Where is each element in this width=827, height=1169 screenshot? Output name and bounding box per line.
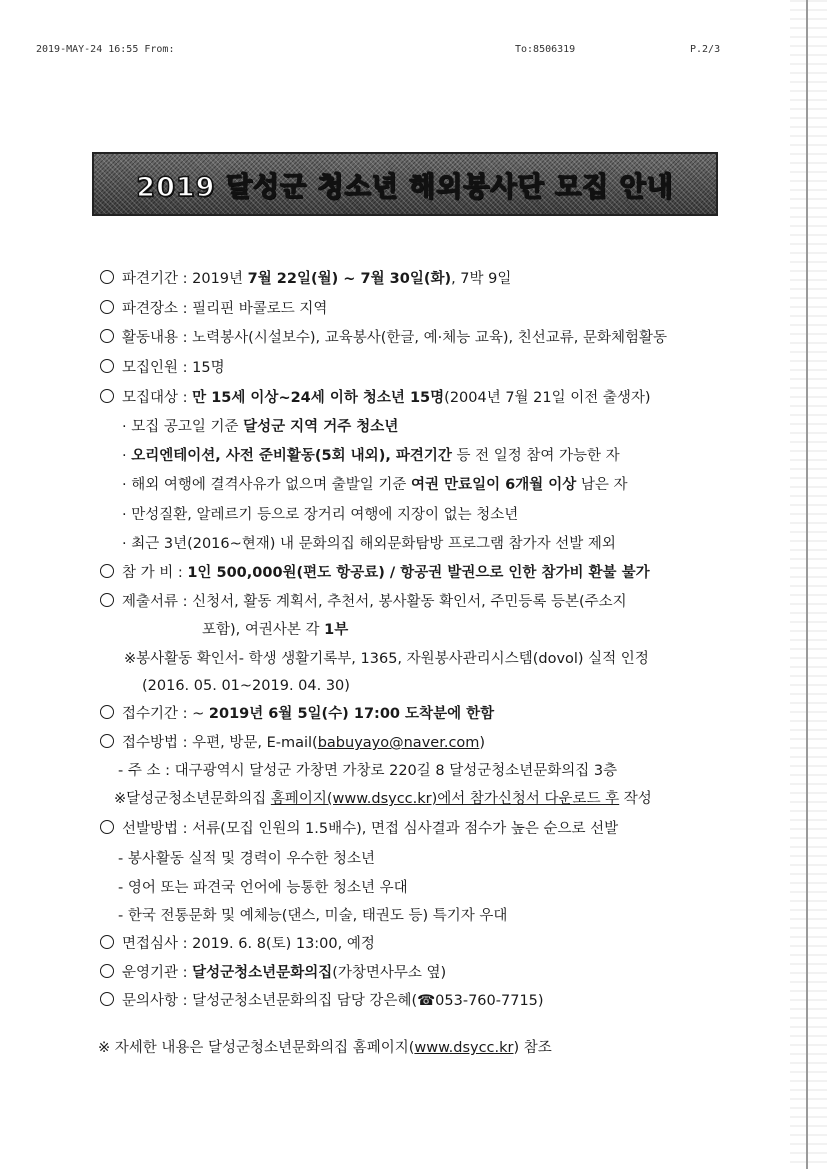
circle-bullet-icon	[100, 270, 114, 284]
circle-bullet-icon	[100, 705, 114, 719]
homepage-note: ※달성군청소년문화의집 홈페이지(www.dsycc.kr)에서 참가신청서 다운로드 후 작성	[114, 791, 652, 807]
email-link[interactable]: babuyayo@naver.com	[317, 735, 480, 751]
docs-continuation: 포함), 여권사본 각 1부	[202, 622, 349, 638]
circle-bullet-icon	[100, 329, 114, 343]
circle-bullet-icon	[100, 992, 114, 1006]
circle-bullet-icon	[100, 300, 114, 314]
item-selection: 선발방법 : 서류(모집 인원의 1.5배수), 면접 심사결과 점수가 높은 순으로 선발	[100, 819, 618, 839]
title-banner	[92, 152, 718, 216]
scan-edge-shade	[790, 0, 827, 1169]
docs-note: ※봉사활동 확인서- 학생 생활기록부, 1365, 자원봉사관리시스템(dovol) 실적 인정	[124, 651, 649, 667]
item-fee: 참 가 비 : 1인 500,000원(편도 항공료) / 항공권 발권으로 인한 참가비 환불 불가	[100, 563, 650, 583]
item-contact: 문의사항 : 달성군청소년문화의집 담당 강은혜(☎053-760-7715)	[100, 991, 544, 1011]
selection-sub-1: - 봉사활동 실적 및 경력이 우수한 청소년	[118, 851, 375, 867]
selection-sub-3: - 한국 전통문화 및 예체능(댄스, 미술, 태권도 등) 특기자 우대	[118, 908, 508, 924]
footer-note: ※ 자세한 내용은 달성군청소년문화의집 홈페이지(www.dsycc.kr) 참조	[98, 1040, 552, 1056]
homepage-link[interactable]: www.dsycc.kr	[414, 1040, 514, 1056]
circle-bullet-icon	[100, 964, 114, 978]
item-place: 파견장소 : 필리핀 바콜로드 지역	[100, 299, 327, 319]
docs-note-period: (2016. 05. 01~2019. 04. 30)	[142, 678, 350, 694]
item-target: 모집대상 : 만 15세 이상~24세 이하 청소년 15명(2004년 7월 21일 이전 출생자)	[100, 388, 651, 408]
address-line: - 주 소 : 대구광역시 달성군 가창면 가창로 220길 8 달성군청소년문화의집 3층	[118, 763, 618, 779]
target-sub-3: · 해외 여행에 결격사유가 없으며 출발일 기준 여권 만료일이 6개월 이상 남은 자	[122, 477, 628, 493]
item-interview: 면접심사 : 2019. 6. 8(토) 13:00, 예정	[100, 934, 375, 954]
fax-header	[0, 44, 827, 64]
page-title: 2019 달성군 청소년 해외봉사단 모집 안내	[136, 171, 674, 203]
target-sub-2: · 오리엔테이션, 사전 준비활동(5회 내외), 파견기간 등 전 일정 참여 가능한 자	[122, 448, 620, 464]
target-sub-1: · 모집 공고일 기준 달성군 지역 거주 청소년	[122, 419, 399, 435]
scan-edge-line	[806, 0, 808, 1169]
fax-timestamp: 2019-MAY-24 16:55 From:	[36, 44, 175, 55]
circle-bullet-icon	[100, 820, 114, 834]
fax-recipient: To:8506319	[515, 44, 576, 55]
item-docs: 제출서류 : 신청서, 활동 계획서, 추천서, 봉사활동 확인서, 주민등록 등본(주소지	[100, 592, 627, 612]
item-period: 파견기간 : 2019년 7월 22일(월) ~ 7월 30일(화), 7박 9일	[100, 269, 511, 289]
circle-bullet-icon	[100, 593, 114, 607]
circle-bullet-icon	[100, 564, 114, 578]
selection-sub-2: - 영어 또는 파견국 언어에 능통한 청소년 우대	[118, 880, 408, 896]
circle-bullet-icon	[100, 359, 114, 373]
item-operator: 운영기관 : 달성군청소년문화의집(가창면사무소 옆)	[100, 963, 446, 983]
homepage-download-link[interactable]: 홈페이지(www.dsycc.kr)에서 참가신청서 다운로드 후	[270, 791, 620, 807]
circle-bullet-icon	[100, 734, 114, 748]
target-sub-5: · 최근 3년(2016~현재) 내 문화의집 해외문화탐방 프로그램 참가자 선발 제외	[122, 536, 616, 552]
target-sub-4: · 만성질환, 알레르기 등으로 장거리 여행에 지장이 없는 청소년	[122, 507, 519, 523]
circle-bullet-icon	[100, 935, 114, 949]
item-receipt: 접수기간 : ~ 2019년 6월 5일(수) 17:00 도착분에 한함	[100, 704, 494, 724]
fax-page-number: P.2/3	[690, 44, 721, 55]
item-method: 접수방법 : 우편, 방문, E-mail(babuyayo@naver.com)	[100, 733, 485, 753]
circle-bullet-icon	[100, 389, 114, 403]
item-activity: 활동내용 : 노력봉사(시설보수), 교육봉사(한글, 예·체능 교육), 친선교류, 문화체험활동	[100, 328, 667, 348]
item-count: 모집인원 : 15명	[100, 358, 225, 378]
